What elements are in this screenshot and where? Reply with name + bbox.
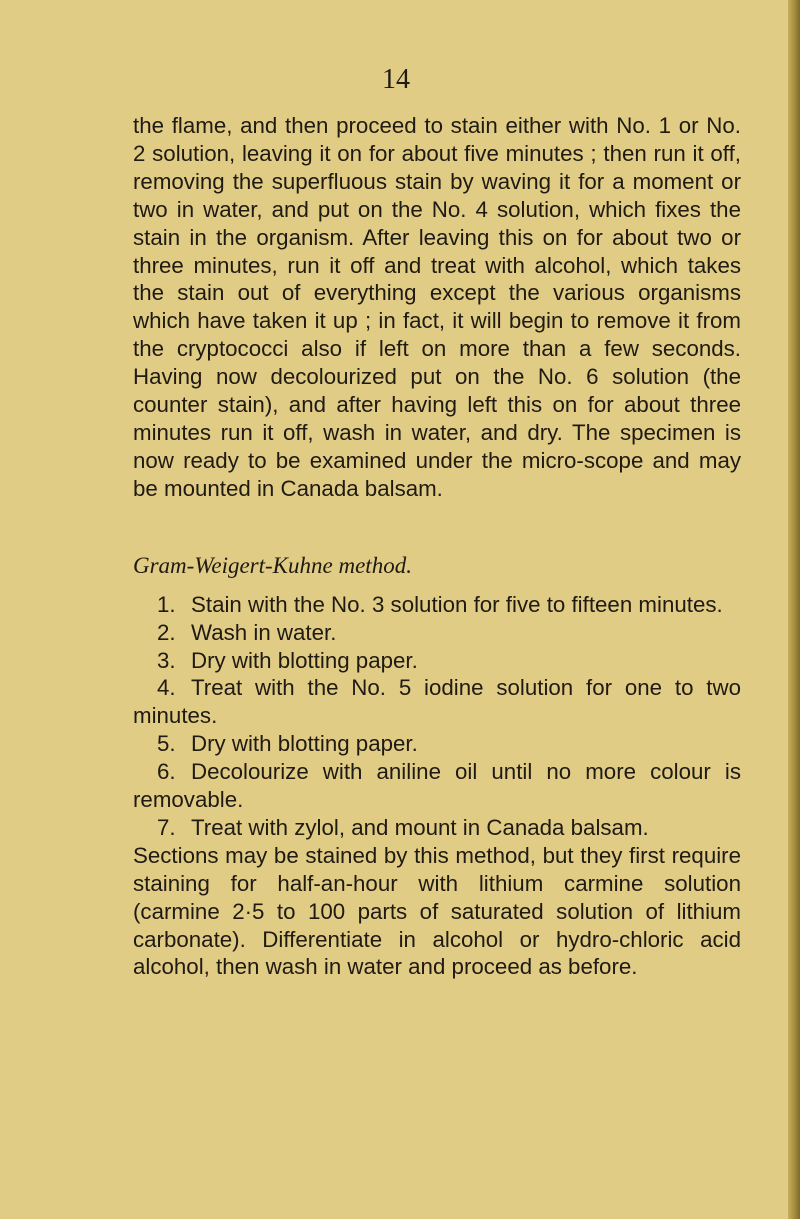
page-edge [788,0,800,1219]
step-item [133,758,741,814]
step-text: Decolourize with aniline oil until no more colour is removable. [133,759,741,813]
intro-paragraph: the flame, and then proceed to stain either with No. 1 or No. 2 solution, leaving it on for about five minutes ; then run it off, removing the superfluous stain by waving it for a moment or two in water, and put on the No. 4 solution, which fixes the stain in the organism. After leaving this on for about two or three minutes, run it off and treat with alcohol, which takes the stain out of everything except the various organisms which have taken it up ; in fact, it will begin to remove it from the cryptococci also if left on more than a few seconds. Having now decolourized put on the No. 6 solution (the counter stain), and after having left this on for about three minutes run it off, wash in water, and dry. The specimen is now ready to be examined under the micro-scope and may be mounted in Canada balsam. [133,113,741,501]
page-body [133,112,741,981]
page-number: 14 [382,64,410,95]
step-text: Treat with the No. 5 iodine solution for one to two minutes. [133,675,741,729]
step-number: 5. [157,731,176,757]
step-item [133,674,741,730]
step-number: 7. [157,814,176,840]
step-item [133,619,741,647]
step-item [133,647,741,675]
step-text: Treat with zylol, and mount in Canada balsam. [191,814,649,840]
step-number: 1. [157,591,176,617]
step-number: 2. [157,619,176,645]
method-heading: Gram-Weigert-Kuhne method. [133,552,412,578]
step-number: 4. [157,675,176,701]
step-text: Dry with blotting paper. [191,647,418,673]
step-text: Dry with blotting paper. [191,731,418,757]
step-text: Wash in water. [191,619,337,645]
step-item [133,591,741,619]
step-number: 6. [157,759,176,785]
step-number: 3. [157,647,176,673]
method-steps [133,591,741,842]
sections-paragraph: Sections may be stained by this method, but they first require staining for half-an-hour with lithium carmine solution (carmine 2·5 to 100 parts of saturated solution of lithium carbonate). Differentiate in alcohol or hydro-chloric acid alcohol, then wash in water and proceed as before. [133,842,741,980]
step-text: Stain with the No. 3 solution for five to fifteen minutes. [191,591,723,617]
step-item [133,814,741,842]
step-item [133,730,741,758]
